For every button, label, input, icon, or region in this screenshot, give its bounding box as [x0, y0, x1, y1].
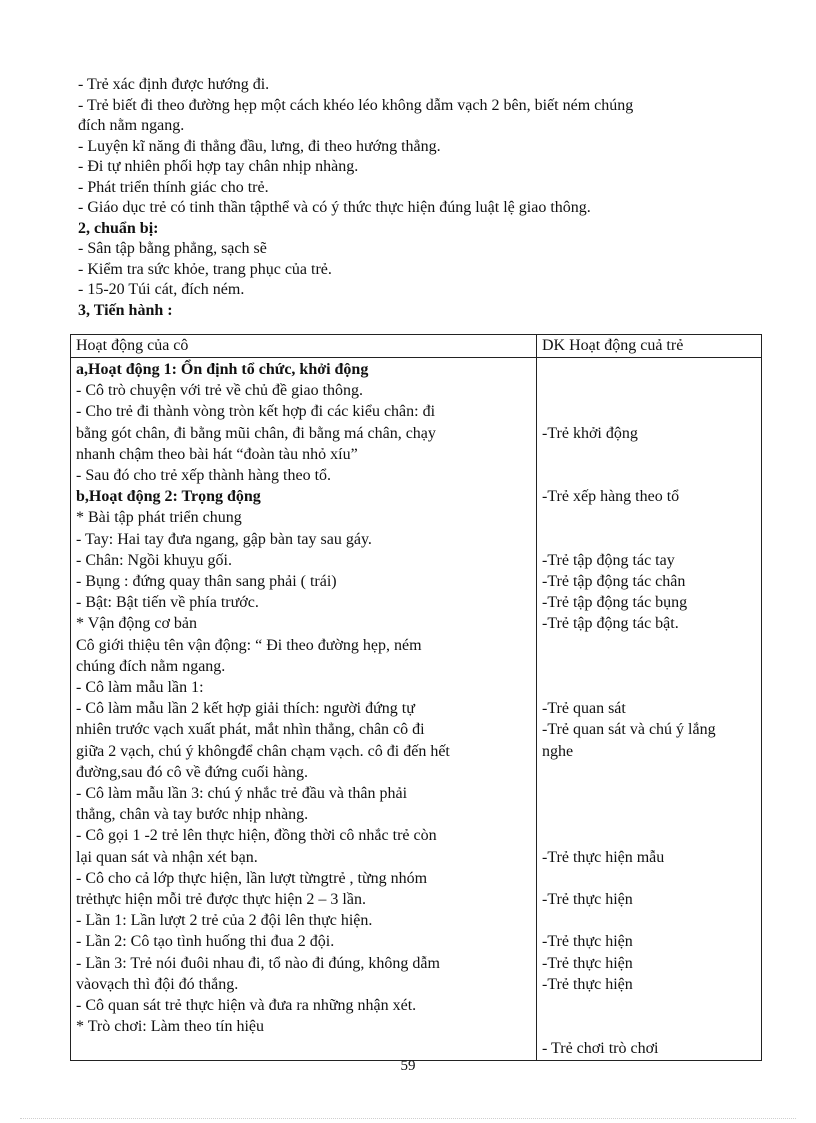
child-line: -Trẻ tập động tác tay: [542, 551, 675, 569]
child-line: [542, 804, 756, 825]
teacher-line: - Cô làm mẫu lần 3: chú ý nhắc trẻ đầu và thân phải: [76, 785, 408, 803]
teacher-line: - Cho trẻ đi thành vòng tròn kết hợp đi các kiểu chân: đi: [76, 403, 436, 421]
teacher-line: nhanh chậm theo bài hát “đoàn tàu nhỏ xíu”: [76, 445, 358, 463]
child-line: -Trẻ tập động tác chân: [542, 573, 686, 591]
procedure-heading: 3, Tiến hành :: [78, 301, 173, 319]
objective-line: - Giáo dục trẻ có tinh thần tậpthể và có ý thức thực hiện đúng luật lệ giao thông.: [78, 199, 591, 216]
teacher-line: * Trò chơi: Làm theo tín hiệu: [76, 1018, 265, 1036]
child-line: -Trẻ tập động tác bụng: [542, 594, 688, 612]
teacher-line: * Vận động cơ bản: [76, 615, 198, 633]
prep-heading: 2, chuẩn bị:: [78, 219, 159, 237]
prep-line: - 15-20 Túi cát, đích ném.: [78, 281, 245, 298]
teacher-line: - Cô cho cả lớp thực hiện, lần lượt từngtrẻ , từng nhóm: [76, 869, 428, 887]
child-line: [542, 868, 756, 889]
teacher-line: chúng đích nằm ngang.: [76, 657, 226, 675]
intro-section: [78, 75, 768, 321]
teacher-line: thẳng, chân và tay bước nhịp nhàng.: [76, 806, 309, 824]
teacher-line: - Lần 1: Lần lượt 2 trẻ của 2 đội lên thực hiện.: [76, 912, 373, 930]
child-line: [542, 529, 756, 550]
teacher-line: nhiên trước vạch xuất phát, mắt nhìn thẳng, chân cô đi: [76, 721, 425, 739]
teacher-line: - Cô làm mẫu lần 2 kết hợp giải thích: người đứng tự: [76, 700, 415, 718]
teacher-line: vàovạch thì đội đó thắng.: [76, 975, 239, 993]
teacher-line: - Cô trò chuyện với trẻ về chủ đề giao thông.: [76, 382, 364, 400]
teacher-line: - Bật: Bật tiến về phía trước.: [76, 594, 259, 612]
objective-line: - Trẻ biết đi theo đường hẹp một cách khéo léo không dẫm vạch 2 bên, biết ném chúng: [78, 96, 634, 114]
teacher-line: - Lần 2: Cô tạo tình huống thi đua 2 đội.: [76, 933, 335, 951]
teacher-line: - Sau đó cho trẻ xếp thành hàng theo tổ.: [76, 467, 332, 485]
teacher-line: - Cô gọi 1 -2 trẻ lên thực hiện, đồng thời cô nhắc trẻ còn: [76, 827, 437, 845]
child-line: -Trẻ tập động tác bật.: [542, 615, 679, 633]
page-number: 59: [400, 1058, 416, 1074]
activity-table: [70, 334, 762, 1061]
teacher-line: lại quan sát và nhận xét bạn.: [76, 848, 258, 866]
objective-line: - Luyện kĩ năng đi thẳng đầu, lưng, đi theo hướng thẳng.: [78, 137, 441, 155]
teacher-line: - Bụng : đứng quay thân sang phải ( trái): [76, 573, 337, 591]
child-line: -Trẻ thực hiện: [542, 954, 633, 972]
child-column-header: DK Hoạt động cuả trẻ: [537, 335, 762, 358]
page-bottom-divider: [20, 1118, 796, 1119]
table-header-row: [71, 335, 762, 358]
child-line: [542, 656, 756, 677]
teacher-activities-cell: [71, 358, 537, 1061]
child-line: [542, 465, 756, 486]
activity-heading: b,Hoạt động 2: Trọng động: [76, 488, 261, 506]
child-line: [542, 1016, 756, 1037]
child-line: -Trẻ quan sát và chú ý lắng: [542, 721, 716, 739]
child-line: [542, 635, 756, 656]
teacher-line: giữa 2 vạch, chú ý khôngđể chân chạm vạch. cô đi đến hết: [76, 742, 450, 760]
prep-line: - Kiểm tra sức khỏe, trang phục của trẻ.: [78, 260, 332, 278]
child-line: -Trẻ quan sát: [542, 700, 626, 718]
teacher-line: bằng gót chân, đi bằng mũi chân, đi bằng má chân, chạy: [76, 424, 436, 442]
child-line: -Trẻ thực hiện: [542, 891, 633, 909]
prep-list: [78, 239, 768, 301]
child-line: [542, 507, 756, 528]
objective-line: - Đi tự nhiên phối hợp tay chân nhịp nhàng.: [78, 158, 359, 175]
child-line: [542, 444, 756, 465]
activity-heading: a,Hoạt động 1: Ổn định tổ chức, khởi động: [76, 361, 369, 378]
teacher-line: - Tay: Hai tay đưa ngang, gập bàn tay sau gáy.: [76, 530, 372, 548]
teacher-line: * Bài tập phát triển chung: [76, 509, 242, 527]
child-line: [542, 359, 756, 380]
objective-line: đích nằm ngang.: [78, 117, 185, 134]
child-line: [542, 380, 756, 401]
child-line: -Trẻ thực hiện: [542, 975, 633, 993]
child-line: nghe: [542, 742, 574, 760]
teacher-column-header: Hoạt động của cô: [71, 335, 537, 358]
teacher-line: - Lần 3: Trẻ nói đuôi nhau đi, tổ nào đi đúng, không dẫm: [76, 954, 440, 972]
child-line: -Trẻ thực hiện mẫu: [542, 848, 665, 866]
teacher-line: trẻthực hiện mỗi trẻ được thực hiện 2 – 3 lần.: [76, 891, 366, 909]
teacher-line: Cô giới thiệu tên vận động: “ Đi theo đường hẹp, ném: [76, 636, 422, 654]
prep-line: - Sân tập bằng phẳng, sạch sẽ: [78, 240, 267, 257]
child-line: [542, 995, 756, 1016]
child-line: [542, 762, 756, 783]
child-line: [542, 677, 756, 698]
child-line: [542, 910, 756, 931]
child-line: [542, 783, 756, 804]
child-activities-cell: [537, 358, 762, 1061]
child-line: -Trẻ thực hiện: [542, 933, 633, 951]
objective-line: - Phát triển thính giác cho trẻ.: [78, 178, 269, 196]
teacher-line: đường,sau đó cô về đứng cuối hàng.: [76, 763, 308, 781]
objectives-list: [78, 75, 768, 219]
teacher-line: - Cô quan sát trẻ thực hiện và đưa ra những nhận xét.: [76, 997, 417, 1015]
child-line: -Trẻ xếp hàng theo tổ: [542, 488, 680, 506]
child-line: [542, 401, 756, 422]
teacher-line: - Cô làm mẫu lần 1:: [76, 679, 204, 697]
teacher-line: - Chân: Ngồi khuỵu gối.: [76, 551, 232, 569]
child-line: [542, 825, 756, 846]
objective-line: - Trẻ xác định được hướng đi.: [78, 76, 270, 93]
table-row: [71, 358, 762, 1061]
child-line: - Trẻ chơi trò chơi: [542, 1039, 659, 1057]
child-line: -Trẻ khởi động: [542, 424, 638, 442]
